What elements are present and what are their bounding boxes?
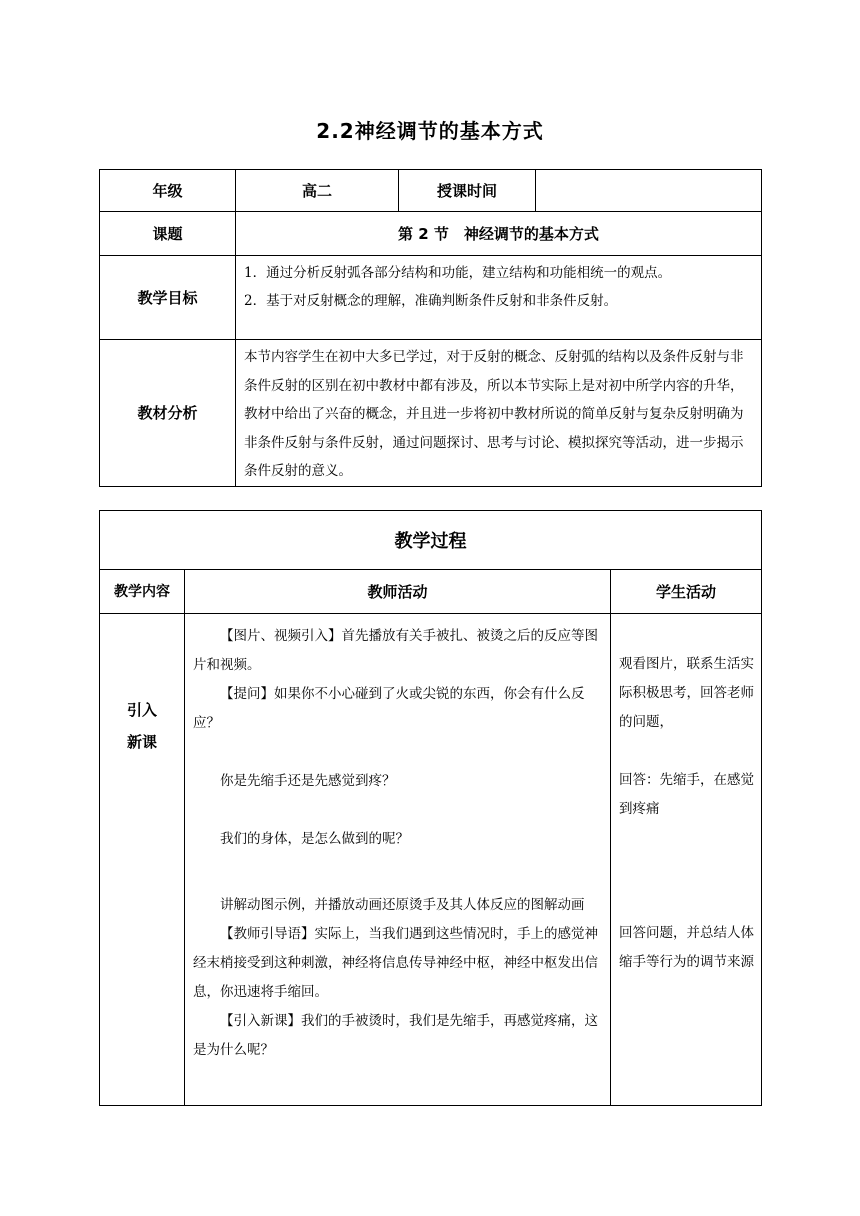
grade-value: 高二 bbox=[236, 170, 399, 212]
teacher-paragraph: 【图片、视频引入】首先播放有关手被扎、被烫之后的反应等图片和视频。 bbox=[193, 628, 598, 673]
grade-label: 年级 bbox=[100, 170, 236, 212]
student-paragraph: 观看图片，联系生活实际积极思考，回答老师的问题， bbox=[619, 656, 754, 730]
col-student-header: 学生活动 bbox=[611, 570, 762, 614]
col-teacher-header: 教师活动 bbox=[185, 570, 611, 614]
objective-item: 1．通过分析反射弧各部分结构和功能，建立结构和功能相统一的观点。 bbox=[244, 265, 672, 281]
lesson-time-label: 授课时间 bbox=[399, 170, 536, 212]
teacher-paragraph: 【引入新课】我们的手被烫时，我们是先缩手，再感觉疼痛，这是为什么呢？ bbox=[193, 1013, 598, 1058]
teacher-activity-cell bbox=[185, 614, 611, 1106]
process-title: 教学过程 bbox=[100, 511, 762, 570]
teaching-process-table bbox=[99, 510, 762, 1106]
lesson-time-value bbox=[536, 170, 762, 212]
student-activity-cell bbox=[611, 614, 762, 1106]
analysis-label: 教材分析 bbox=[100, 340, 236, 487]
section-label-line: 新课 bbox=[126, 733, 157, 751]
objectives-label: 教学目标 bbox=[100, 256, 236, 340]
teacher-paragraph: 【提问】如果你不小心碰到了火或尖锐的东西，你会有什么反应？ bbox=[193, 686, 585, 731]
col-content-header: 教学内容 bbox=[100, 570, 185, 614]
teacher-paragraph: 【教师引导语】实际上，当我们遇到这些情况时，手上的感觉神经末梢接受到这种刺激，神经将信息传导神经中枢，神经中枢发出信息，你迅速将手缩回。 bbox=[193, 926, 598, 1000]
topic-label: 课题 bbox=[100, 212, 236, 256]
teacher-paragraph: 我们的身体，是怎么做到的呢？ bbox=[220, 831, 409, 847]
section-intro-label bbox=[100, 614, 185, 1106]
page-title: 2.2神经调节的基本方式 bbox=[316, 119, 544, 143]
section-label-line: 引入 bbox=[126, 701, 157, 719]
teacher-paragraph: 你是先缩手还是先感觉到疼？ bbox=[220, 773, 396, 789]
objectives-cell bbox=[236, 256, 762, 340]
analysis-text: 本节内容学生在初中大多已学过，对于反射的概念、反射弧的结构以及条件反射与非条件反射的区别在初中教材中都有涉及，所以本节实际上是对初中所学内容的升华，教材中给出了兴奋的概念，并且进一步将初中教材所说的简单反射与复杂反射明确为非条件反射与条件反射，通过问题探讨、思考与讨论、模拟探究等活动，进一步揭示条件反射的意义。 bbox=[236, 340, 762, 487]
objective-item: 2．基于对反射概念的理解，准确判断条件反射和非条件反射。 bbox=[244, 293, 618, 309]
student-paragraph: 回答：先缩手，在感觉到疼痛 bbox=[619, 772, 754, 817]
teacher-paragraph: 讲解动图示例，并播放动画还原烫手及其人体反应的图解动画 bbox=[220, 897, 585, 913]
student-paragraph: 回答问题，并总结人体缩手等行为的调节来源 bbox=[619, 925, 754, 970]
lesson-info-table bbox=[99, 169, 762, 487]
topic-value: 第 2 节 神经调节的基本方式 bbox=[236, 212, 762, 256]
